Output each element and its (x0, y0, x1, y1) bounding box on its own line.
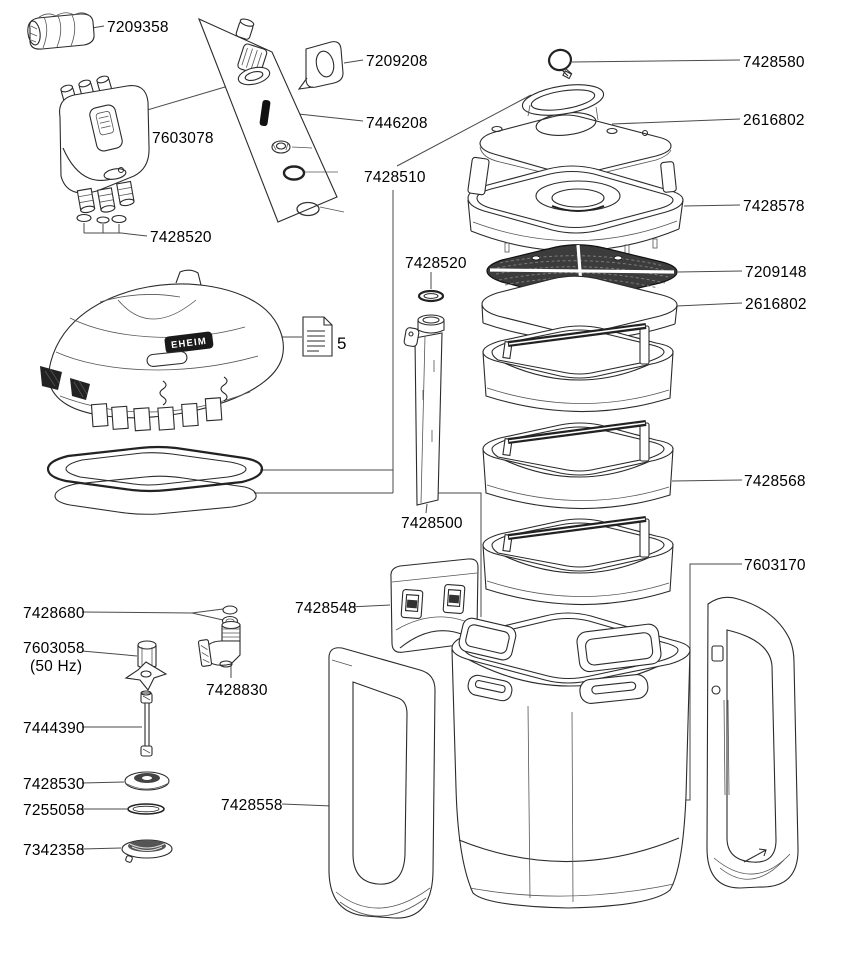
part-label-pump-sealing-ring: 7255058 (23, 802, 85, 819)
safety-clip-drawing (547, 47, 573, 78)
part-label-impeller (23, 640, 85, 676)
pipe-clip-drawing (299, 42, 343, 89)
part-label-pump-cover: 7428530 (23, 776, 85, 793)
hose-clamp-drawing (26, 13, 94, 49)
part-label-filter-basket: 7428568 (744, 473, 806, 490)
part-label-impeller-shaft: 7444390 (23, 720, 85, 737)
part-label-hose-adapter: 7603078 (152, 130, 214, 147)
top-cover-drawing (480, 80, 671, 178)
impeller-drawing (126, 641, 166, 690)
part-label-filter-pad: 2616802 (745, 296, 807, 313)
part-label-filter-canister: 7603170 (744, 557, 806, 574)
filter-basket-3-drawing (483, 519, 673, 605)
manual-document-icon (303, 317, 346, 356)
side-rail-left-drawing (329, 648, 435, 918)
impeller-shaft-drawing (141, 691, 152, 756)
part-label-top-cover: 2616802 (743, 112, 805, 129)
pump-cover-drawing (125, 772, 169, 790)
part-label-safety-clip: 7428580 (743, 54, 805, 71)
part-label-suction-plate: 7342358 (23, 842, 85, 859)
part-label-outlet-elbow: 7428830 (206, 682, 268, 699)
suction-plate-drawing (122, 840, 172, 863)
intake-tube-drawing (404, 315, 444, 505)
tube-sealing-ring-drawing (419, 291, 443, 301)
part-label-connector-set: 7446208 (366, 115, 428, 132)
part-label-intake-tube: 7428500 (401, 515, 463, 532)
impeller-frequency: (50 Hz) (30, 658, 83, 675)
impeller-part-number: 7603058 (23, 640, 85, 657)
part-label-tube-sealing-ring: 7428520 (405, 255, 467, 272)
filter-basket-1-drawing (483, 326, 673, 412)
filter-basket-2-drawing (483, 423, 673, 509)
part-label-hose-clamp: 7209358 (107, 19, 169, 36)
pump-head-drawing (40, 270, 283, 434)
canister-drawing (452, 613, 690, 908)
part-label-side-rail: 7428558 (221, 797, 283, 814)
outlet-elbow-drawing (198, 622, 240, 668)
side-rail-right-drawing (707, 597, 798, 888)
pump-sealing-ring-drawing (128, 804, 164, 814)
part-label-outlet-sealing-rings: 7428680 (23, 605, 85, 622)
part-label-pipe-clip: 7209208 (366, 53, 428, 70)
part-label-lattice-screen: 7209148 (745, 264, 807, 281)
part-label-adapter-sealing-rings: 7428520 (150, 229, 212, 246)
hose-adapter-drawing (60, 75, 150, 223)
part-label-head-gasket: 7428510 (364, 169, 426, 186)
container-top-drawing (468, 157, 683, 259)
union-nut-drawing (272, 141, 290, 153)
brand-logo-text: EHEIM (170, 335, 208, 352)
part-label-container-top: 7428578 (743, 198, 805, 215)
adapter-sealing-rings-drawing (77, 215, 126, 224)
part-label-clamp-panel: 7428548 (295, 600, 357, 617)
manual-number: 5 (337, 334, 347, 353)
head-gasket-drawing (48, 447, 262, 514)
